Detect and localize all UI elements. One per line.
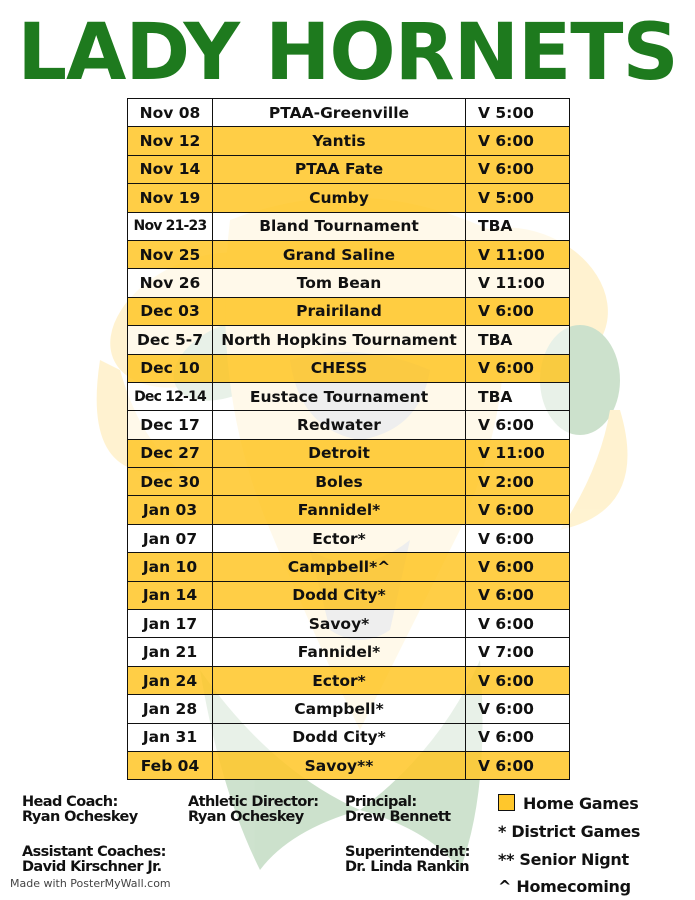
- game-date: Jan 07: [128, 524, 213, 552]
- game-opponent: Savoy**: [213, 751, 466, 779]
- assistant-coaches-title: Assistant Coaches:: [22, 844, 166, 860]
- game-time: V 11:00: [466, 439, 570, 467]
- game-date: Jan 21: [128, 638, 213, 666]
- game-date: Dec 10: [128, 354, 213, 382]
- game-opponent: PTAA-Greenville: [213, 99, 466, 127]
- game-time: V 11:00: [466, 240, 570, 268]
- assistant-coaches-name: David Kirschner Jr.: [22, 859, 162, 875]
- game-time: TBA: [466, 326, 570, 354]
- legend-homecoming: ^ Homecoming: [498, 877, 631, 896]
- game-opponent: Yantis: [213, 127, 466, 155]
- schedule-row: [128, 695, 570, 723]
- schedule-row: [128, 723, 570, 751]
- schedule-row: [128, 354, 570, 382]
- game-opponent: Ector*: [213, 666, 466, 694]
- schedule-row: [128, 155, 570, 183]
- game-date: Nov 14: [128, 155, 213, 183]
- game-time: V 6:00: [466, 155, 570, 183]
- page-title: LADY HORNETS: [17, 8, 678, 98]
- schedule-row: [128, 666, 570, 694]
- schedule-row: [128, 553, 570, 581]
- principal-block: [345, 795, 451, 825]
- schedule-row: [128, 638, 570, 666]
- legend-senior: ** Senior Nignt: [498, 850, 629, 869]
- schedule-table: [127, 98, 570, 780]
- game-time: V 6:00: [466, 496, 570, 524]
- game-time: V 6:00: [466, 751, 570, 779]
- game-date: Jan 17: [128, 610, 213, 638]
- game-time: V 6:00: [466, 297, 570, 325]
- game-opponent: Dodd City*: [213, 723, 466, 751]
- game-time: TBA: [466, 382, 570, 410]
- game-time: V 6:00: [466, 666, 570, 694]
- game-date: Dec 27: [128, 439, 213, 467]
- schedule-row: [128, 411, 570, 439]
- home-swatch: [498, 794, 515, 811]
- game-time: V 7:00: [466, 638, 570, 666]
- schedule-row: [128, 581, 570, 609]
- superintendent-title: Superintendent:: [345, 844, 470, 860]
- head-coach-block: [22, 795, 138, 825]
- assistant-coaches-block: [22, 845, 166, 875]
- game-date: Dec 03: [128, 297, 213, 325]
- schedule-row: [128, 496, 570, 524]
- legend-district: * District Games: [498, 822, 641, 841]
- game-opponent: Fannidel*: [213, 496, 466, 524]
- game-time: V 6:00: [466, 695, 570, 723]
- game-time: V 6:00: [466, 524, 570, 552]
- game-date: Dec 17: [128, 411, 213, 439]
- game-time: V 6:00: [466, 411, 570, 439]
- schedule-row: [128, 269, 570, 297]
- game-opponent: Eustace Tournament: [213, 382, 466, 410]
- game-date: Jan 03: [128, 496, 213, 524]
- game-date: Dec 30: [128, 468, 213, 496]
- game-time: V 6:00: [466, 723, 570, 751]
- schedule-row: [128, 382, 570, 410]
- game-opponent: Ector*: [213, 524, 466, 552]
- game-time: V 5:00: [466, 99, 570, 127]
- head-coach-name: Ryan Ocheskey: [22, 809, 138, 825]
- superintendent-name: Dr. Linda Rankin: [345, 859, 470, 875]
- game-opponent: Detroit: [213, 439, 466, 467]
- schedule-row: [128, 240, 570, 268]
- game-opponent: CHESS: [213, 354, 466, 382]
- game-opponent: Grand Saline: [213, 240, 466, 268]
- schedule-row: [128, 326, 570, 354]
- schedule-row: [128, 297, 570, 325]
- game-date: Nov 25: [128, 240, 213, 268]
- game-opponent: Bland Tournament: [213, 212, 466, 240]
- game-time: V 6:00: [466, 581, 570, 609]
- game-date: Nov 12: [128, 127, 213, 155]
- game-date: Dec 12-14: [128, 382, 213, 410]
- game-opponent: Boles: [213, 468, 466, 496]
- schedule-row: [128, 99, 570, 127]
- game-date: Jan 31: [128, 723, 213, 751]
- game-date: Jan 24: [128, 666, 213, 694]
- game-opponent: Redwater: [213, 411, 466, 439]
- game-opponent: Fannidel*: [213, 638, 466, 666]
- game-time: TBA: [466, 212, 570, 240]
- athletic-director-block: [188, 795, 318, 825]
- game-date: Nov 19: [128, 184, 213, 212]
- athletic-director-title: Athletic Director:: [188, 794, 319, 810]
- schedule-row: [128, 524, 570, 552]
- game-opponent: Cumby: [213, 184, 466, 212]
- game-opponent: Dodd City*: [213, 581, 466, 609]
- game-opponent: Tom Bean: [213, 269, 466, 297]
- schedule-row: [128, 439, 570, 467]
- game-date: Jan 14: [128, 581, 213, 609]
- game-time: V 6:00: [466, 354, 570, 382]
- game-opponent: PTAA Fate: [213, 155, 466, 183]
- game-date: Feb 04: [128, 751, 213, 779]
- game-date: Nov 21-23: [128, 212, 213, 240]
- schedule-row: [128, 212, 570, 240]
- game-opponent: Savoy*: [213, 610, 466, 638]
- schedule-row: [128, 184, 570, 212]
- game-opponent: North Hopkins Tournament: [213, 326, 466, 354]
- schedule-row: [128, 127, 570, 155]
- schedule-row: [128, 610, 570, 638]
- schedule-row: [128, 751, 570, 779]
- game-opponent: Campbell*^: [213, 553, 466, 581]
- game-time: V 6:00: [466, 553, 570, 581]
- poster-credit: Made with PosterMyWall.com: [10, 877, 171, 890]
- game-time: V 5:00: [466, 184, 570, 212]
- game-date: Dec 5-7: [128, 326, 213, 354]
- game-time: V 6:00: [466, 127, 570, 155]
- game-date: Nov 26: [128, 269, 213, 297]
- game-time: V 6:00: [466, 610, 570, 638]
- principal-name: Drew Bennett: [345, 809, 451, 825]
- legend-home-label: Home Games: [523, 794, 639, 813]
- schedule-row: [128, 468, 570, 496]
- head-coach-title: Head Coach:: [22, 794, 118, 810]
- game-time: V 11:00: [466, 269, 570, 297]
- principal-title: Principal:: [345, 794, 417, 810]
- game-date: Jan 28: [128, 695, 213, 723]
- game-date: Jan 10: [128, 553, 213, 581]
- game-opponent: Prairiland: [213, 297, 466, 325]
- athletic-director-name: Ryan Ocheskey: [188, 809, 304, 825]
- superintendent-block: [345, 845, 470, 875]
- game-date: Nov 08: [128, 99, 213, 127]
- game-time: V 2:00: [466, 468, 570, 496]
- game-opponent: Campbell*: [213, 695, 466, 723]
- legend-home: [498, 794, 638, 813]
